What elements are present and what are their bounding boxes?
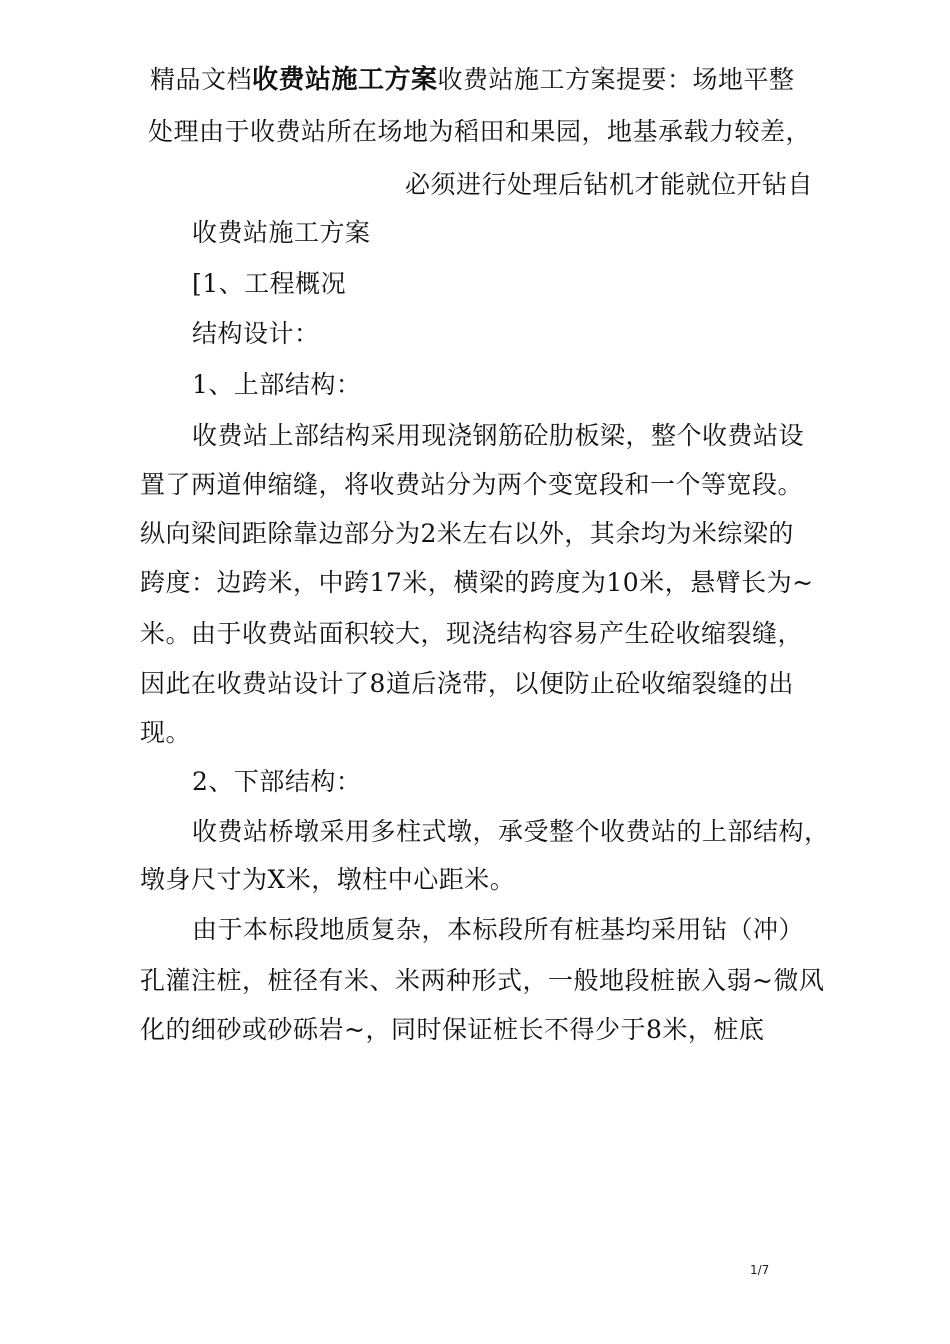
header-prefix: 精品文档: [150, 65, 253, 94]
page-number: 1/7: [750, 1263, 770, 1277]
summary-line-2: 处理由于收费站所在场地为稻田和果园，地基承载力较差，: [148, 117, 812, 146]
paragraph-line: 孔灌注桩，桩径有米、米两种形式，一般地段桩嵌入弱~微风: [140, 966, 825, 995]
paragraph-line: 置了两道伸缩缝，将收费站分为两个变宽段和一个等宽段。: [140, 470, 804, 499]
paragraph-line: 现。: [140, 718, 192, 747]
heading-substructure: 2、下部结构：: [192, 767, 362, 796]
heading-superstructure: 1、上部结构：: [192, 370, 362, 399]
summary-line-3: 必须进行处理后钻机才能就位开钻自: [405, 170, 814, 199]
heading-structural-design: 结构设计：: [192, 319, 320, 348]
paragraph-line: 纵向梁间距除靠边部分为2米左右以外，其余均为米综梁的: [140, 519, 794, 548]
paragraph-line: 跨度：边跨米，中跨17米，横梁的跨度为10米，悬臂长为~: [140, 568, 814, 597]
paragraph-line: 因此在收费站设计了8道后浇带，以便防止砼收缩裂缝的出: [140, 669, 794, 698]
paragraph-line: 由于本标段地质复杂，本标段所有桩基均采用钻（冲）: [192, 915, 805, 944]
document-title: 收费站施工方案: [252, 65, 438, 95]
header-line: [150, 64, 795, 96]
paragraph-line: 收费站上部结构采用现浇钢筋砼肋板梁，整个收费站设: [192, 421, 805, 450]
heading-project-overview: [1、工程概况: [192, 269, 347, 298]
header-summary: 收费站施工方案提要：场地平整: [437, 65, 795, 94]
paragraph-line: 收费站桥墩采用多柱式墩，承受整个收费站的上部结构，: [192, 817, 830, 846]
paragraph-line: 米。由于收费站面积较大，现浇结构容易产生砼收缩裂缝，: [140, 619, 804, 648]
section-title: 收费站施工方案: [192, 218, 371, 247]
paragraph-line: 化的细砂或砂砾岩~，同时保证桩长不得少于8米，桩底: [140, 1015, 765, 1044]
paragraph-line: 墩身尺寸为X米，墩柱中心距米。: [140, 865, 516, 894]
